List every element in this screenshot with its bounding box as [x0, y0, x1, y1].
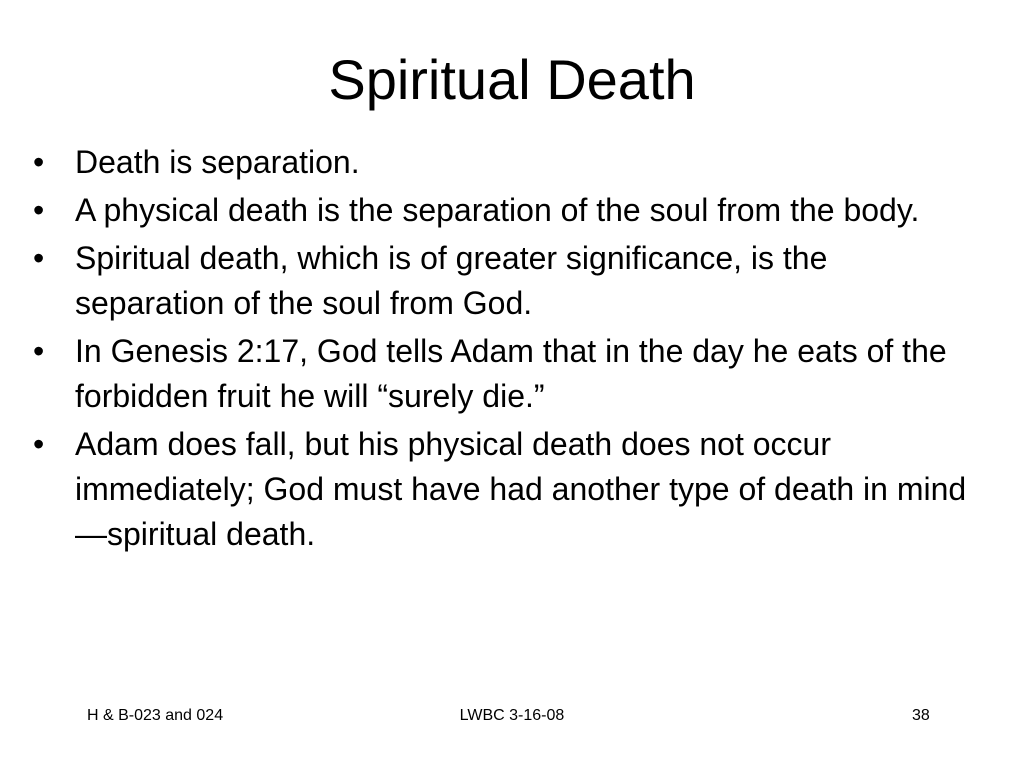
- bullet-text: Death is separation.: [75, 144, 360, 180]
- slide-title: Spiritual Death: [328, 48, 696, 111]
- bullet-icon: •: [33, 144, 45, 180]
- footer-left-text: H & B-023 and 024: [87, 707, 224, 724]
- bullet-icon: •: [33, 240, 45, 276]
- bullet-item: [30, 236, 980, 326]
- bullet-text: In Genesis 2:17, God tells Adam that in the day he eats of the forbidden fruit he will “surely die.”: [75, 333, 947, 414]
- bullet-text: A physical death is the separation of the soul from the body.: [75, 192, 920, 228]
- bullet-icon: •: [33, 192, 45, 228]
- bullet-list: [30, 140, 980, 560]
- footer-center-text: LWBC 3-16-08: [459, 707, 565, 724]
- bullet-icon: •: [33, 333, 45, 369]
- bullet-text: Adam does fall, but his physical death does not occur immediately; God must have had another type of death in mind—spiritual death.: [75, 426, 967, 552]
- bullet-icon: •: [33, 426, 45, 462]
- bullet-item: [30, 188, 980, 233]
- bullet-item: [30, 329, 980, 419]
- slide-number: 38: [912, 707, 930, 724]
- bullet-item: [30, 140, 980, 185]
- bullet-item: [30, 422, 980, 557]
- bullet-text: Spiritual death, which is of greater significance, is the separation of the soul from God.: [75, 240, 828, 321]
